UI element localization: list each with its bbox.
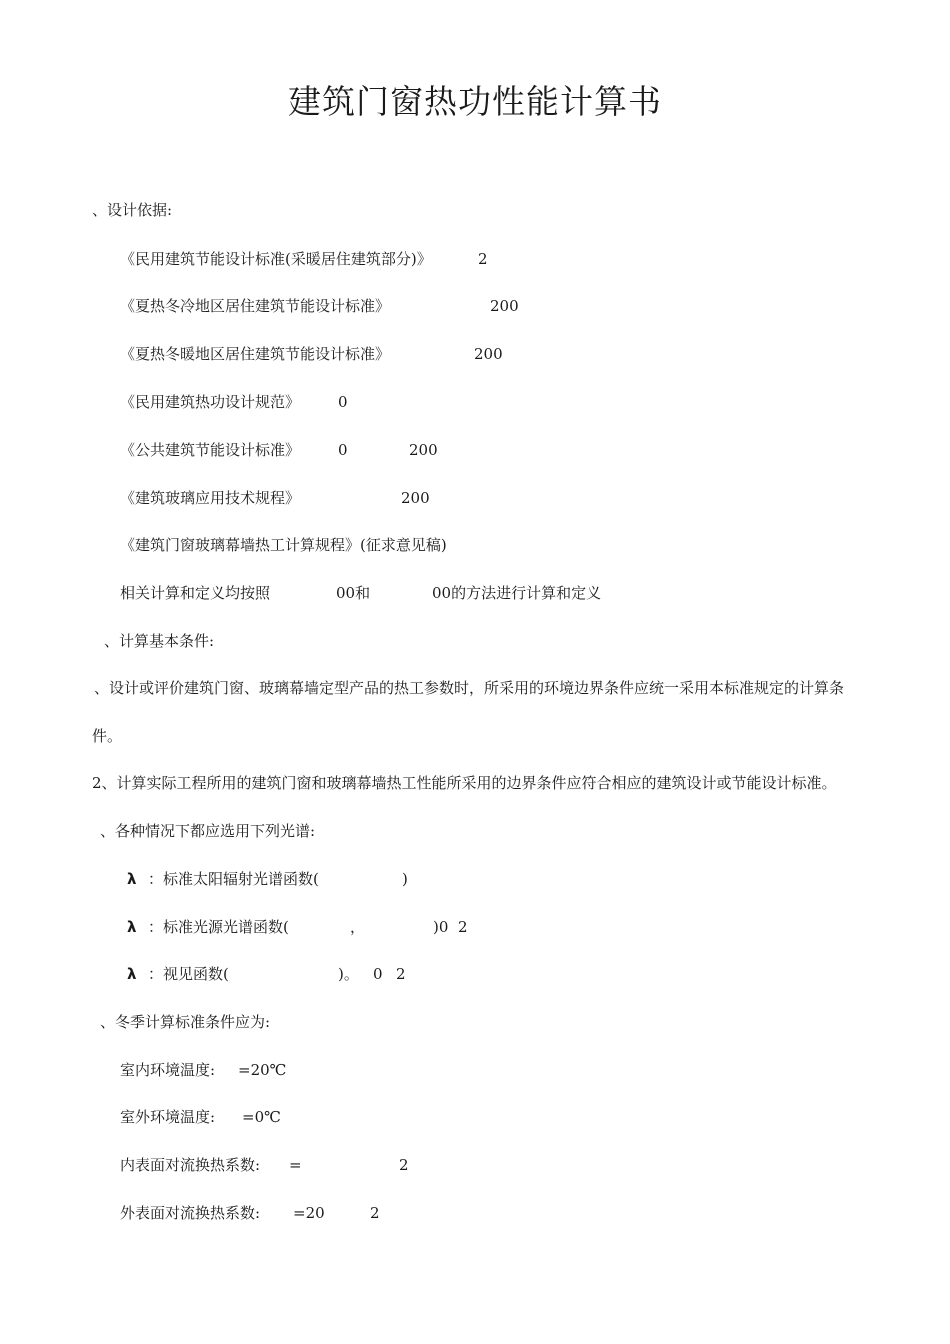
method-text-b: 00和 (336, 584, 371, 602)
winter-conditions-heading: 、冬季计算标准条件应为: (100, 1013, 271, 1031)
lambda-symbol: λ (127, 870, 137, 888)
method-text-c: 00的方法进行计算和定义 (432, 584, 602, 602)
condition-value: =0℃ (242, 1108, 281, 1126)
spectrum-close: )0 (433, 918, 449, 936)
standard-name: 《公共建筑节能设计标准》 (120, 441, 301, 459)
lambda-symbol: λ (127, 918, 137, 936)
standard-year: 200 (490, 297, 519, 315)
standard-year-extra: 200 (409, 441, 438, 459)
section-heading-design-basis: 、设计依据: (92, 201, 173, 219)
standard-year: 200 (401, 489, 430, 507)
condition-label: 室外环境温度: (120, 1108, 216, 1126)
condition-value: =20℃ (238, 1061, 287, 1079)
condition-unit: 2 (399, 1156, 409, 1174)
condition-label: 内表面对流换热系数: (120, 1156, 261, 1174)
condition-value: = (289, 1156, 302, 1174)
spectrum-number: 0 (373, 965, 383, 983)
method-text-a: 相关计算和定义均按照 (120, 584, 271, 602)
spectrum-label: ：视见函数( (148, 965, 229, 983)
section-heading-basic-conditions: 、计算基本条件: (104, 632, 215, 650)
paragraph-2: 2、计算实际工程所用的建筑门窗和玻璃幕墙热工性能所采用的边界条件应符合相应的建筑设计或节能设计标准。 (92, 774, 837, 792)
condition-label: 室内环境温度: (120, 1061, 216, 1079)
standard-name: 《民用建筑热功设计规范》 (120, 393, 301, 411)
spectrum-close: ) (402, 870, 408, 888)
standard-year: 0 (338, 441, 348, 459)
standard-name: 《夏热冬暖地区居住建筑节能设计标准》 (120, 345, 391, 363)
standard-year: 2 (478, 250, 488, 268)
page-title: 建筑门窗热功性能计算书 (288, 82, 662, 121)
spectrum-comma: ， (350, 918, 366, 936)
paragraph-1-line-2: 件。 (92, 727, 123, 745)
spectrum-number: 2 (458, 918, 468, 936)
paragraph-1-line-1: 、设计或评价建筑门窗、玻璃幕墙定型产品的热工参数时，所采用的环境边界条件应统一采用本标准规定的计算条 (94, 679, 845, 697)
standard-name: 《夏热冬冷地区居住建筑节能设计标准》 (120, 297, 391, 315)
spectrum-label: ：标准光源光谱函数( (148, 918, 289, 936)
condition-label: 外表面对流换热系数: (120, 1204, 261, 1222)
spectrum-close: )。 (338, 965, 359, 983)
standard-name: 《民用建筑节能设计标准(采暖居住建筑部分)》 (120, 250, 432, 268)
spectrum-number: 2 (396, 965, 406, 983)
paragraph-3: 、各种情况下都应选用下列光谱: (100, 822, 316, 840)
spectrum-label: ：标准太阳辐射光谱函数( (148, 870, 319, 888)
standard-name: 《建筑门窗玻璃幕墙热工计算规程》(征求意见稿) (120, 536, 447, 554)
standard-year: 200 (474, 345, 503, 363)
standard-name: 《建筑玻璃应用技术规程》 (120, 489, 301, 507)
condition-unit: 2 (370, 1204, 380, 1222)
standard-year: 0 (338, 393, 348, 411)
condition-value: =20 (293, 1204, 325, 1222)
lambda-symbol: λ (127, 965, 137, 983)
